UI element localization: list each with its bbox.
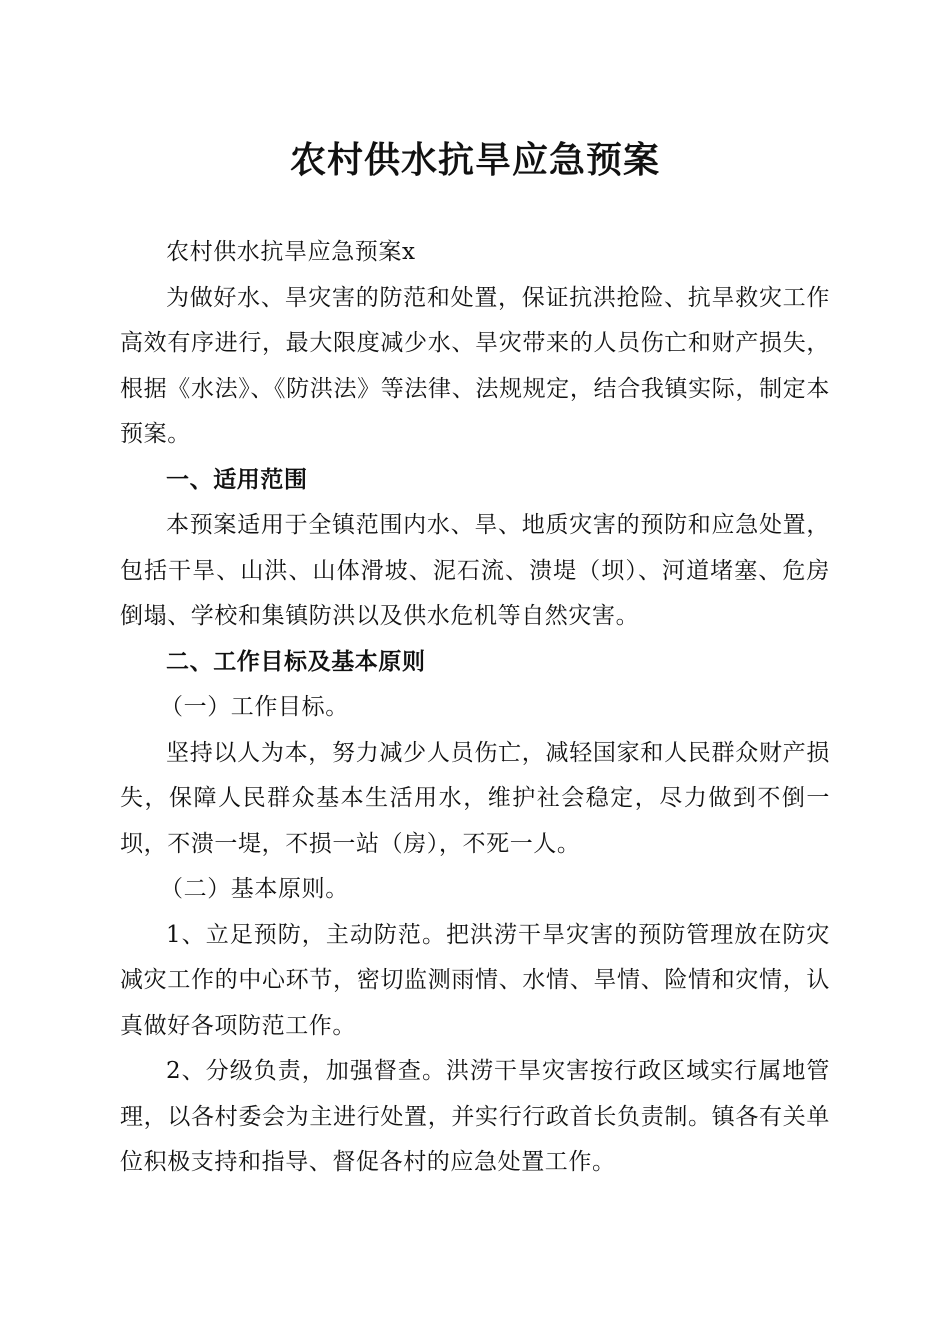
goals-paragraph: 坚持以人为本，努力减少人员伤亡，减轻国家和人民群众财产损失，保障人民群众基本生活用水，维护社会稳定，尽力做到不倒一坝，不溃一堤，不损一站（房），不死一人。 bbox=[120, 739, 830, 857]
scope-paragraph: 本预案适用于全镇范围内水、旱、地质灾害的预防和应急处置，包括干旱、山洪、山体滑坡、泥石流、溃堤（坝）、河道堵塞、危房倒塌、学校和集镇防洪以及供水危机等自然灾害。 bbox=[120, 512, 830, 629]
intro-paragraph: 为做好水、旱灾害的防范和处置，保证抗洪抢险、抗旱救灾工作高效有序进行，最大限度减少水、旱灾带来的人员伤亡和财产损失，根据《水法》、《防洪法》等法律、法规规定，结合我镇实际，制定本预案。 bbox=[120, 284, 830, 447]
principle-2-paragraph: 2、分级负责，加强督查。洪涝干旱灾害按行政区域实行属地管理，以各村委会为主进行处置，并实行行政首长负责制。镇各有关单位积极支持和指导、督促各村的应急处置工作。 bbox=[120, 1058, 830, 1175]
principle-1-paragraph: 1、立足预防，主动防范。把洪涝干旱灾害的预防管理放在防灾减灾工作的中心环节，密切监测雨情、水情、旱情、险情和灾情，认真做好各项防范工作。 bbox=[120, 921, 830, 1039]
subsection-heading-goals: （一）工作目标。 bbox=[160, 694, 349, 720]
document-title: 农村供水抗旱应急预案 bbox=[289, 139, 660, 181]
subtitle-paragraph: 农村供水抗旱应急预案x bbox=[166, 239, 416, 265]
document-body bbox=[120, 230, 830, 1186]
section-heading-goals-principles: 二、工作目标及基本原则 bbox=[166, 648, 426, 675]
section-heading-scope: 一、适用范围 bbox=[166, 466, 308, 493]
subsection-heading-principles: （二）基本原则。 bbox=[160, 876, 349, 902]
